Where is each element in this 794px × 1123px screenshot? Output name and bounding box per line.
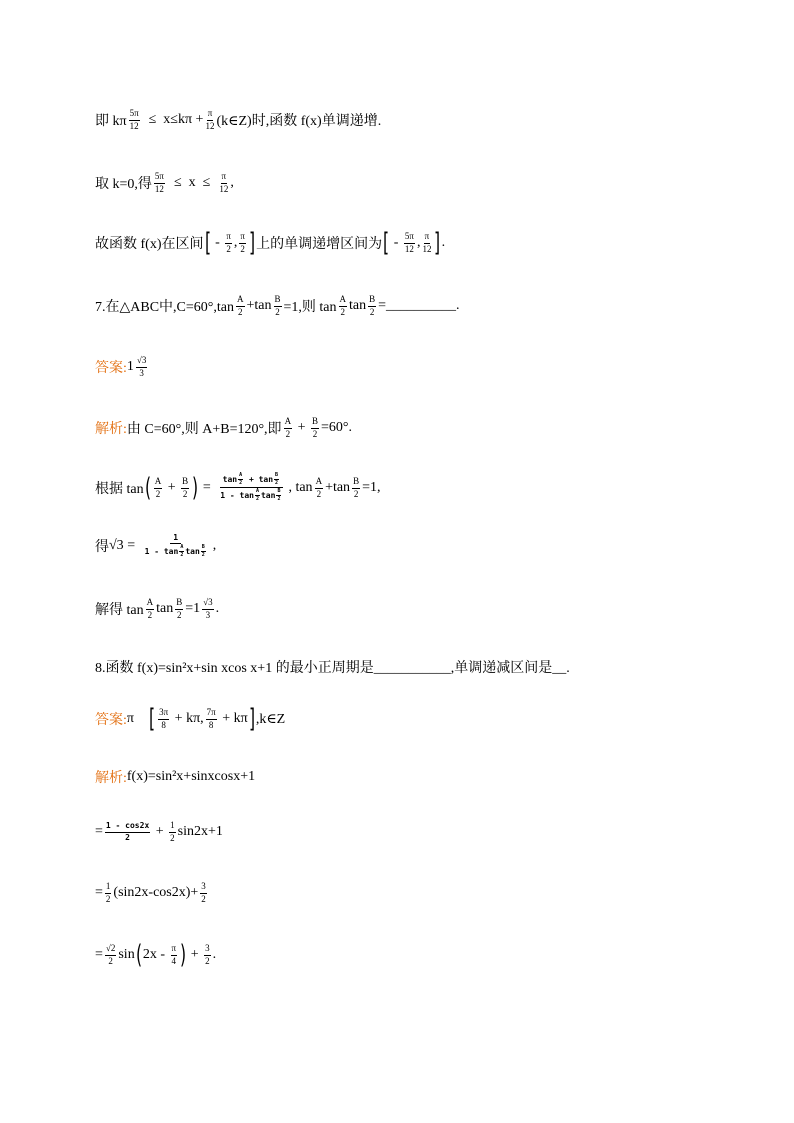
question-8 [95, 649, 570, 685]
fraction [255, 489, 260, 503]
fraction [339, 295, 348, 317]
left-bracket: [ [383, 228, 390, 258]
fraction [105, 822, 150, 842]
analysis-8-line-4 [95, 937, 216, 973]
fraction-denominator: 2 [205, 955, 210, 966]
text: ≤ x ≤ [166, 175, 218, 190]
reciprocal-fraction [142, 533, 210, 560]
fraction-denominator: 2 [238, 306, 243, 317]
fraction-denominator: 2 [369, 306, 375, 317]
fraction [274, 473, 279, 487]
text: π [126, 711, 148, 726]
text: + tan [244, 474, 274, 484]
sqrt-three: √3 [109, 538, 124, 553]
text: 1 - tan [144, 547, 179, 556]
text: + [152, 824, 168, 839]
fraction-numerator: B [352, 477, 360, 488]
fraction-numerator: √2 [105, 944, 116, 955]
left-bracket: [ [204, 228, 211, 258]
fraction-denominator: 2 [201, 552, 205, 558]
right-bracket: ] [434, 228, 441, 258]
right-paren: ) [192, 473, 199, 503]
fraction-denominator: 12 [154, 183, 164, 194]
fraction-denominator: 2 [275, 306, 280, 317]
fraction-denominator: 2 [125, 832, 130, 842]
fraction-denominator: 2 [275, 479, 279, 486]
text: =1, [362, 480, 381, 495]
fraction [274, 295, 282, 317]
fraction-denominator: 2 [240, 243, 245, 254]
formula-numerator [170, 533, 181, 544]
answer-label: 答案: [95, 361, 127, 376]
tangent-sum-formula-fraction [217, 473, 285, 504]
fraction-denominator: 2 [285, 428, 291, 439]
fraction-numerator: 5π [129, 109, 140, 120]
text: = [199, 480, 215, 495]
fraction-denominator: 3 [205, 609, 211, 620]
fraction-numerator: B [368, 295, 376, 306]
fraction-denominator: 2 [226, 243, 231, 254]
fraction [284, 417, 293, 439]
fraction-denominator: 2 [105, 893, 111, 904]
fraction [238, 473, 243, 487]
text: 1 - tan [220, 491, 254, 501]
fraction-denominator: 2 [182, 488, 188, 499]
text: tan [185, 547, 200, 556]
text: 8.函数 f(x)=sin²x+sin xcos x+1 的最小正周期是___________,单调递减区间是__. [95, 661, 570, 676]
fraction [225, 232, 232, 254]
fraction-denominator: 12 [219, 183, 229, 194]
text: tan [349, 298, 367, 313]
fraction-denominator: 8 [208, 719, 214, 730]
fraction [368, 295, 376, 317]
fraction [404, 232, 415, 254]
fraction-denominator: 2 [176, 609, 182, 620]
fraction [105, 944, 116, 966]
text: 取 k=0,得 [95, 177, 152, 192]
text: 得 [95, 540, 109, 555]
fraction [158, 708, 169, 730]
fraction-numerator: π [424, 232, 431, 243]
text: = [95, 885, 103, 900]
text: + [294, 420, 309, 435]
text: +tan [246, 298, 272, 313]
fraction [206, 708, 217, 730]
text: f(x)=sin²x+sinxcosx+1 [126, 769, 256, 784]
fraction-denominator: 2 [239, 479, 243, 486]
fraction-numerator: A [179, 545, 184, 552]
fraction-denominator: 12 [129, 120, 139, 131]
fraction [154, 172, 165, 194]
text: ,k∈Z [255, 711, 286, 727]
left-paren: ( [135, 940, 142, 970]
fraction [171, 944, 178, 966]
solution-line-conclusion [95, 225, 445, 261]
fraction-denominator: 2 [312, 428, 318, 439]
fraction-numerator: 1 - cos2x [105, 822, 150, 832]
text: . [212, 947, 217, 962]
fraction [169, 821, 176, 843]
text: =60°. [320, 420, 352, 435]
text: 2x - [142, 947, 169, 962]
fraction-denominator: 2 [316, 488, 322, 499]
fraction-denominator: 2 [255, 496, 259, 503]
fraction [154, 477, 163, 499]
fraction-numerator: 7π [206, 708, 217, 719]
text: 1 [126, 359, 134, 374]
fraction-numerator: π [171, 944, 178, 955]
text: . [215, 601, 220, 616]
text: = [95, 824, 103, 839]
fraction-numerator: A [284, 417, 293, 428]
fraction-numerator: B [175, 598, 183, 609]
fraction-numerator: A [315, 477, 324, 488]
right-bracket: ] [248, 704, 255, 734]
fraction-denominator: 2 [340, 306, 346, 317]
fraction [181, 477, 189, 499]
text: 故函数 f(x)在区间 [95, 237, 204, 252]
fraction [146, 598, 155, 620]
text: tan [260, 491, 276, 501]
fraction-denominator: 3 [139, 367, 144, 378]
text: =1 [185, 601, 201, 616]
fraction-numerator: 5π [154, 172, 165, 183]
fraction-numerator: A [154, 477, 163, 488]
fraction [204, 944, 211, 966]
fraction-numerator: A [238, 473, 243, 480]
fraction [129, 109, 140, 131]
fraction-denominator: 2 [170, 832, 175, 843]
fraction-denominator: 2 [155, 488, 161, 499]
question-7 [95, 288, 460, 324]
text: 解得 tan [95, 603, 144, 618]
text: =1,则 tan [283, 300, 337, 315]
fraction-numerator: 3 [200, 882, 207, 893]
answer-blank: =__________. [378, 298, 460, 313]
right-paren: ) [180, 940, 187, 970]
formula-denominator [142, 544, 210, 560]
analysis-7-line-4 [95, 591, 219, 627]
fraction-numerator: B [201, 545, 206, 552]
fraction-denominator: 12 [422, 243, 432, 254]
fraction-denominator: 2 [277, 496, 281, 503]
text: 7.在△ABC中,C=60°,tan [95, 300, 234, 315]
fraction-denominator: 2 [147, 609, 153, 620]
formula-denominator [217, 488, 285, 504]
fraction [175, 598, 183, 620]
fraction-denominator: 4 [171, 955, 177, 966]
text: 即 kπ [95, 114, 127, 129]
text: (k∈Z)时,函数 f(x)单调递增. [216, 114, 382, 129]
fraction-numerator: √3 [136, 356, 147, 367]
fraction-numerator: A [146, 598, 155, 609]
text: 由 C=60°,则 A+B=120°,即 [126, 422, 282, 437]
fraction-denominator: 2 [180, 552, 184, 558]
text: ≤ x≤kπ + [141, 112, 204, 127]
text: + [187, 947, 203, 962]
fraction-numerator: 1 [169, 821, 176, 832]
analysis-7-line-2 [95, 470, 380, 506]
formula-numerator [220, 473, 283, 489]
fraction-numerator: B [311, 417, 319, 428]
fraction [136, 356, 147, 378]
fraction-numerator: √3 [202, 598, 213, 609]
analysis-7-line-3 [95, 528, 216, 564]
fraction-numerator: B [181, 477, 189, 488]
fraction-denominator: 12 [205, 120, 215, 131]
fraction-numerator: 3π [158, 708, 169, 719]
fraction-numerator: B [274, 295, 282, 306]
analysis-label: 解析: [95, 771, 127, 786]
analysis-8-line-1 [95, 759, 255, 795]
fraction [236, 295, 245, 317]
left-paren: ( [144, 473, 151, 503]
fraction-denominator: 8 [161, 719, 166, 730]
fraction-denominator: 2 [353, 488, 359, 499]
analysis-7-line-1 [95, 410, 352, 446]
text: + kπ [218, 711, 248, 726]
fraction [219, 172, 228, 194]
solution-line-increasing-condition [95, 102, 381, 138]
fraction-numerator: A [255, 489, 260, 496]
text: 1 [173, 532, 179, 542]
text: . [441, 235, 446, 250]
fraction-numerator: A [339, 295, 348, 306]
fraction [315, 477, 324, 499]
fraction [201, 545, 206, 559]
text: tan [222, 474, 238, 484]
answer-label: 答案: [95, 713, 127, 728]
text: 根据 tan [95, 482, 144, 497]
text: 上的单调递增区间为 [256, 237, 383, 252]
analysis-8-line-2 [95, 814, 223, 850]
analysis-label: 解析: [95, 422, 127, 437]
text: + kπ, [171, 711, 204, 726]
right-bracket: ] [248, 228, 256, 258]
text: +tan [325, 480, 351, 495]
text: (sin2x-cos2x)+ [113, 885, 199, 900]
text: - [390, 235, 402, 250]
text: = [95, 947, 103, 962]
fraction [422, 232, 431, 254]
fraction-numerator: π [207, 109, 214, 120]
fraction-numerator: B [274, 473, 279, 480]
fraction [311, 417, 319, 439]
fraction-numerator: π [225, 232, 232, 243]
fraction [205, 109, 214, 131]
analysis-8-line-3 [95, 875, 209, 911]
text: , [212, 538, 217, 553]
text: sin [118, 947, 135, 962]
fraction [239, 232, 246, 254]
fraction-numerator: A [236, 295, 245, 306]
fraction-numerator: B [276, 489, 281, 496]
fraction-numerator: π [239, 232, 246, 243]
fraction-numerator: 3 [204, 944, 211, 955]
text: , [233, 235, 238, 250]
text: , tan [288, 480, 313, 495]
answer-7 [95, 349, 149, 385]
text: tan [156, 601, 174, 616]
fraction [276, 489, 281, 503]
fraction-numerator: 5π [404, 232, 415, 243]
fraction [179, 545, 184, 559]
text: = [123, 538, 139, 553]
fraction [105, 882, 112, 904]
fraction-denominator: 2 [201, 893, 206, 904]
text: sin2x+1 [177, 824, 223, 839]
fraction [200, 882, 207, 904]
fraction-denominator: 12 [404, 243, 414, 254]
answer-8 [95, 701, 285, 737]
left-bracket: [ [149, 704, 156, 734]
fraction-denominator: 2 [108, 955, 113, 966]
fraction-numerator: π [221, 172, 228, 183]
fraction [352, 477, 360, 499]
fraction-numerator: 1 [105, 882, 112, 893]
text: , [416, 235, 421, 250]
text: + [164, 480, 180, 495]
solution-line-k-zero [95, 165, 234, 201]
text: , [230, 175, 234, 190]
fraction [202, 598, 213, 620]
text: - [211, 235, 224, 250]
